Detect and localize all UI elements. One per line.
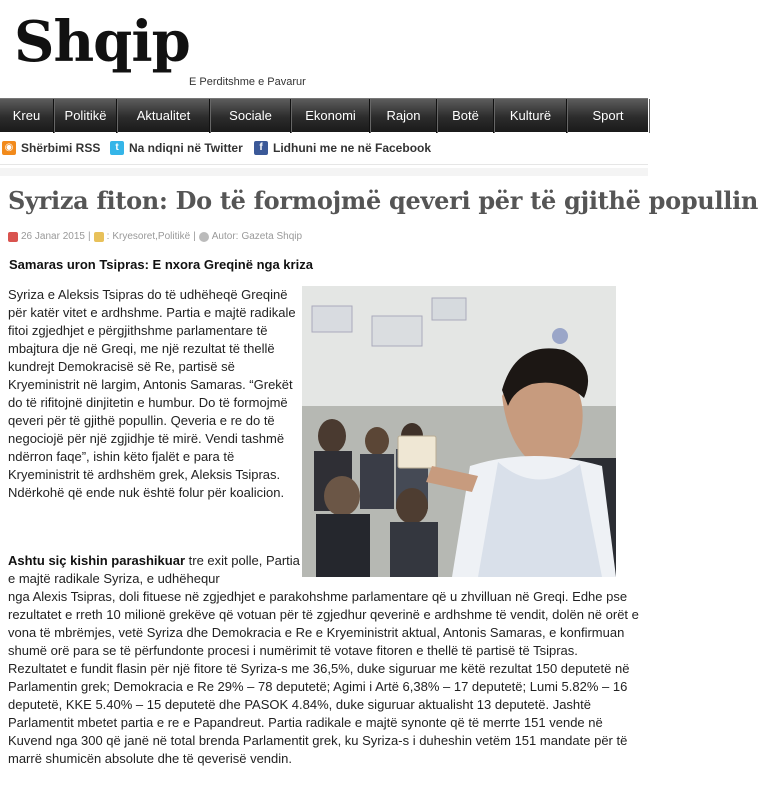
article-subtitle: Samaras uron Tsipras: E nxora Greqinë nga kriza [9, 257, 313, 272]
nav-item-rajon[interactable]: Rajon [371, 99, 437, 133]
twitter-icon: t [110, 141, 124, 155]
nav-item-kreu[interactable]: Kreu [0, 99, 54, 133]
nav-item-sport[interactable]: Sport [568, 99, 648, 133]
categories-label: : [106, 231, 110, 242]
nav-item-kulture[interactable]: Kulturë [495, 99, 567, 133]
divider [0, 164, 648, 165]
facebook-icon: f [254, 141, 268, 155]
article-author: Gazeta Shqip [241, 231, 303, 242]
site-logo[interactable]: Shqip [14, 9, 190, 75]
article-title: Syriza fiton: Do të formojmë qeveri për të gjithë popullin [8, 186, 758, 215]
rss-label: Shërbimi RSS [21, 141, 101, 155]
article-photo [302, 286, 616, 577]
nav-item-aktualitet[interactable]: Aktualitet [118, 99, 210, 133]
paragraph-2-lead: Ashtu siç kishin parashikuar [8, 553, 186, 568]
facebook-label: Lidhuni me ne në Facebook [273, 141, 432, 155]
article-categories[interactable]: Kryesoret,Politikë [112, 231, 191, 242]
article-paragraph-2-start [8, 552, 300, 588]
rss-link[interactable] [2, 141, 100, 155]
tsipras-photo-illustration [302, 286, 616, 577]
folder-icon [94, 232, 104, 242]
article-paragraph-1: Syriza e Aleksis Tsipras do të udhëheqë Greqinë për katër vitet e ardhshme. Partia e majtë radikale fitoi zgjedhjet e përgjithshme parlamentare të mbajtura dje në Greqi, me një rezultat të thellë kundrejt Demokracisë së Re, partisë së Kryeministrit në largim, Antonis Samaras. “Grekët do të rifitojnë dinjitetin e humbur. Do të formojmë qeveri për të gjithë popullin. Qeveria e re do të negociojë për një zgjidhje të mirë. Vendi tashmë ndërron faqe”, ishin këto fjalët e para të Kryeministrit të ardhshëm grek, Aleksis Tsipras. Ndërkohë që ende nuk është folur për koalicion. [8, 287, 296, 500]
nav-item-sociale[interactable]: Sociale [211, 99, 291, 133]
calendar-icon [8, 232, 18, 242]
twitter-label: Na ndiqni në Twitter [129, 141, 243, 155]
paragraph-2-intro: tre exit polle, Partia e majtë radikale Syriza, e udhëhequr [8, 553, 300, 586]
article-meta [8, 231, 302, 242]
nav-item-bote[interactable]: Botë [438, 99, 494, 133]
twitter-link[interactable] [110, 141, 243, 155]
site-tagline: E Perditshme e Pavarur [189, 76, 306, 88]
meta-separator: | [87, 231, 91, 242]
author-label: Autor: [211, 231, 239, 242]
rss-icon: ◉ [2, 141, 16, 155]
nav-item-ekonomi[interactable]: Ekonomi [292, 99, 370, 133]
nav-item-politike[interactable]: Politikë [55, 99, 117, 133]
meta-separator: | [193, 231, 196, 242]
follow-bar [0, 138, 648, 160]
divider-band [0, 168, 648, 176]
article-paragraph-2-body: nga Alexis Tsipras, doli fituese në zgjedhjet e parakohshme parlamentare që u zhvilluan në Greqi. Edhe pse rezultatet e rreth 10 milionë grekëve që votuan për të zgjedhur qeverinë e ardhshme të vendit, dolën në orët e vona të mbrëmjes, vetë Syriza dhe Demokracia e Re e Kryeministrit aktual, Antonis Samaras, e konfirmuan shumë orë para se të përfundonte procesi i numërimit të votave fitoren e thellë të partisë të Tsipras. Rezultatet e fundit flasin për një fitore të Syriza-s me 36,5%, duke siguruar me këtë rezultat 150 deputetë në Parlamentin grek; Demokracia e Re 29% – 78 deputetë; Agimi i Artë 6,38% – 17 deputetë; Lumi 5.82% – 16 deputetë, KKE 5.40% – 15 deputetë dhe PASOK 4.84%, duke siguruar aktualisht 13 deputetë. Jashtë Parlamentit mbetet partia e re e Papandreut. Partia radikale e majtë synonte që të merrte 151 vende në Kuvend nga 300 që janë në total brenda Parlamentit grek, ku Syriza-s i duheshin vetëm 151 mandate për të marrë shumicën absolute dhe të qeverisë vendin. [8, 589, 639, 766]
article-date: 26 Janar 2015 [21, 231, 85, 242]
author-icon [199, 232, 209, 242]
site-header [0, 0, 648, 96]
main-nav [0, 98, 648, 132]
facebook-link[interactable] [254, 141, 431, 155]
